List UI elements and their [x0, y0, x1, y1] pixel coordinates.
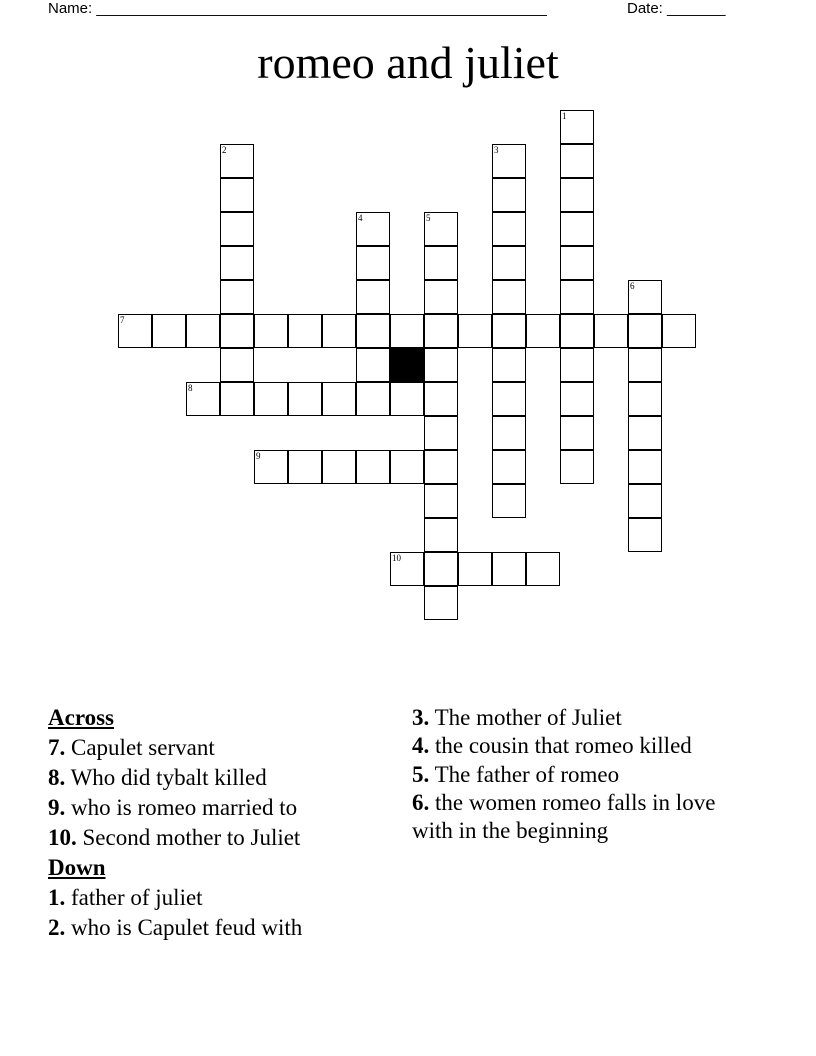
- grid-cell[interactable]: [560, 416, 594, 450]
- across-heading: Across: [48, 705, 115, 730]
- grid-cell[interactable]: [390, 314, 424, 348]
- grid-cell[interactable]: [492, 450, 526, 484]
- grid-cell[interactable]: [220, 144, 254, 178]
- grid-cell[interactable]: [254, 450, 288, 484]
- grid-cell[interactable]: [424, 246, 458, 280]
- grid-cell[interactable]: [424, 450, 458, 484]
- grid-cell[interactable]: [322, 450, 356, 484]
- grid-cell[interactable]: [424, 586, 458, 620]
- clue-down-6: 6. the women romeo falls in love with in the beginning: [412, 790, 716, 843]
- grid-cell[interactable]: [628, 484, 662, 518]
- grid-cell[interactable]: [424, 314, 458, 348]
- grid-cell[interactable]: [254, 382, 288, 416]
- grid-cell[interactable]: [220, 280, 254, 314]
- grid-cell[interactable]: [526, 552, 560, 586]
- clue-across-7: 7. Capulet servant: [48, 735, 215, 760]
- grid-cell[interactable]: [356, 314, 390, 348]
- grid-cell[interactable]: [560, 178, 594, 212]
- clue-down-4: 4. the cousin that romeo killed: [412, 733, 692, 758]
- grid-cell[interactable]: [424, 552, 458, 586]
- clue-number: 7: [120, 315, 125, 325]
- grid-cell[interactable]: [118, 314, 152, 348]
- clue-down-5: 5. The father of romeo: [412, 762, 620, 787]
- grid-cell[interactable]: [390, 552, 424, 586]
- page-title: romeo and juliet: [257, 37, 559, 88]
- grid-cell[interactable]: [628, 518, 662, 552]
- clue-number: 9: [256, 451, 261, 461]
- grid-cell[interactable]: [152, 314, 186, 348]
- name-line: ______________________________________________________: [96, 0, 547, 17]
- grid-cell[interactable]: [356, 450, 390, 484]
- grid-cell[interactable]: [492, 280, 526, 314]
- grid-cell[interactable]: [220, 246, 254, 280]
- grid-cell[interactable]: [288, 450, 322, 484]
- name-field[interactable]: [48, 0, 547, 17]
- grid-cell[interactable]: [492, 416, 526, 450]
- grid-cell[interactable]: [560, 382, 594, 416]
- grid-cell[interactable]: [356, 246, 390, 280]
- grid-cell[interactable]: [662, 314, 696, 348]
- grid-cell[interactable]: [356, 212, 390, 246]
- clue-across-10: 10. Second mother to Juliet: [48, 825, 301, 850]
- clue-number: 2: [222, 145, 227, 155]
- clue-number: 8: [188, 383, 193, 393]
- grid-cell[interactable]: [492, 178, 526, 212]
- grid-cell[interactable]: [220, 382, 254, 416]
- grid-cell[interactable]: [220, 212, 254, 246]
- grid-cell[interactable]: [594, 314, 628, 348]
- date-line: _______: [667, 0, 726, 17]
- black-cell: [390, 348, 424, 382]
- grid-cell[interactable]: [560, 280, 594, 314]
- grid-cell[interactable]: [390, 450, 424, 484]
- clue-number: 3: [494, 145, 499, 155]
- clue-down-1: 1. father of juliet: [48, 885, 203, 910]
- name-label: Name:: [48, 0, 93, 17]
- grid-cell[interactable]: [492, 246, 526, 280]
- grid-cell[interactable]: [628, 280, 662, 314]
- down-heading: Down: [48, 855, 106, 880]
- date-field[interactable]: [627, 0, 725, 17]
- clues-right-column: [412, 703, 752, 845]
- grid-cell[interactable]: [560, 246, 594, 280]
- grid-cell[interactable]: [288, 314, 322, 348]
- grid-cell[interactable]: [424, 416, 458, 450]
- grid-cell[interactable]: [288, 382, 322, 416]
- clue-across-9: 9. who is romeo married to: [48, 795, 298, 820]
- clue-number: 6: [630, 281, 635, 291]
- grid-cell[interactable]: [628, 450, 662, 484]
- clue-across-8: 8. Who did tybalt killed: [48, 765, 267, 790]
- grid-cell[interactable]: [424, 212, 458, 246]
- grid-cell[interactable]: [356, 382, 390, 416]
- grid-cell[interactable]: [458, 314, 492, 348]
- date-label: Date:: [627, 0, 663, 17]
- grid-cell[interactable]: [322, 382, 356, 416]
- clue-number: 10: [392, 553, 401, 563]
- grid-cell[interactable]: [560, 450, 594, 484]
- grid-cell[interactable]: [628, 416, 662, 450]
- grid-cell[interactable]: [560, 314, 594, 348]
- grid-cell[interactable]: [356, 280, 390, 314]
- grid-cell[interactable]: [220, 178, 254, 212]
- grid-cell[interactable]: [220, 314, 254, 348]
- grid-cell[interactable]: [492, 314, 526, 348]
- grid-cell[interactable]: [458, 552, 492, 586]
- grid-cell[interactable]: [356, 348, 390, 382]
- grid-cell[interactable]: [424, 518, 458, 552]
- clue-number: 5: [426, 213, 431, 223]
- grid-cell[interactable]: [254, 314, 288, 348]
- clue-number: 1: [562, 111, 567, 121]
- grid-cell[interactable]: [390, 382, 424, 416]
- grid-cell[interactable]: [186, 382, 220, 416]
- grid-cell[interactable]: [424, 484, 458, 518]
- grid-cell[interactable]: [560, 212, 594, 246]
- grid-cell[interactable]: [628, 348, 662, 382]
- clue-down-2: 2. who is Capulet feud with: [48, 915, 303, 940]
- grid-cell[interactable]: [560, 110, 594, 144]
- grid-cell[interactable]: [628, 314, 662, 348]
- grid-cell[interactable]: [560, 144, 594, 178]
- clue-down-3: 3. The mother of Juliet: [412, 705, 622, 730]
- grid-cell[interactable]: [492, 348, 526, 382]
- grid-cell[interactable]: [424, 382, 458, 416]
- clues-left-column: [48, 703, 398, 943]
- grid-cell[interactable]: [628, 382, 662, 416]
- grid-cell[interactable]: [492, 144, 526, 178]
- grid-cell[interactable]: [492, 552, 526, 586]
- grid-cell[interactable]: [492, 484, 526, 518]
- grid-cell[interactable]: [186, 314, 220, 348]
- grid-cell[interactable]: [492, 212, 526, 246]
- grid-cell[interactable]: [424, 348, 458, 382]
- grid-cell[interactable]: [526, 314, 560, 348]
- clue-number: 4: [358, 213, 363, 223]
- grid-cell[interactable]: [424, 280, 458, 314]
- grid-cell[interactable]: [322, 314, 356, 348]
- grid-cell[interactable]: [492, 382, 526, 416]
- grid-cell[interactable]: [560, 348, 594, 382]
- grid-cell[interactable]: [220, 348, 254, 382]
